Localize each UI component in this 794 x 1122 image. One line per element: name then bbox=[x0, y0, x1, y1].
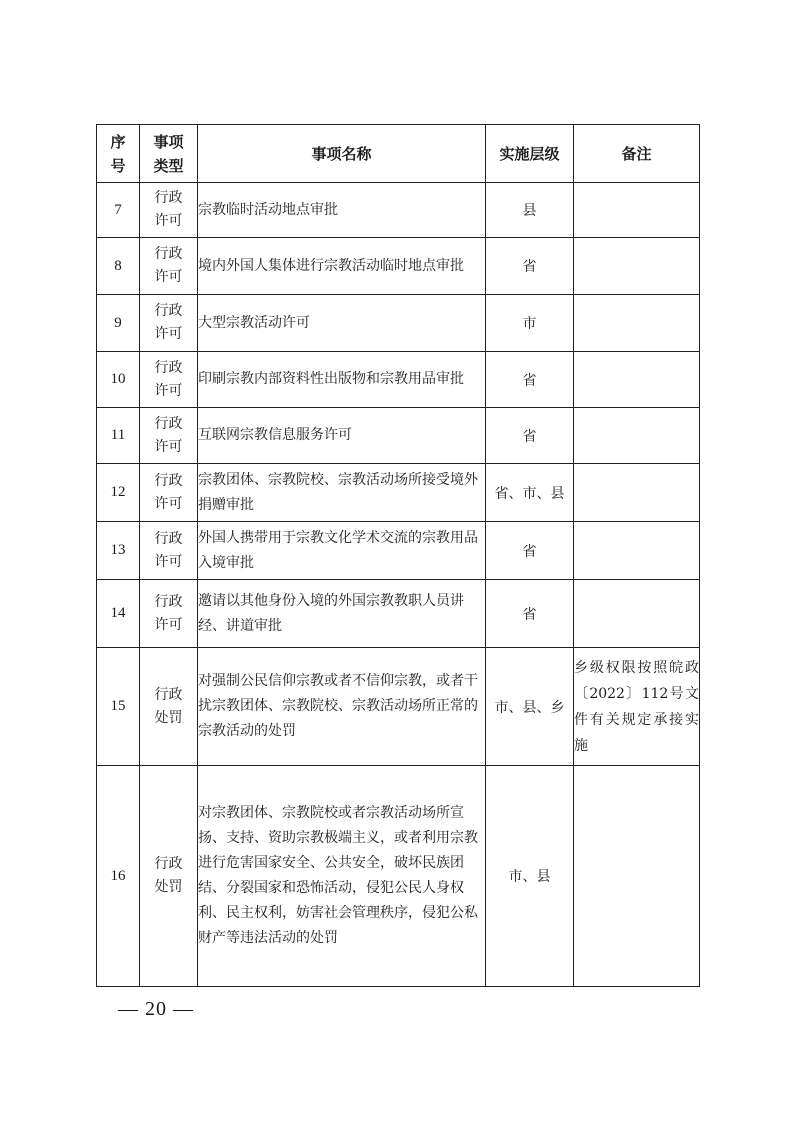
row-no: 15 bbox=[97, 648, 140, 766]
row-no: 9 bbox=[97, 295, 140, 352]
row-name: 对宗教团体、宗教院校或者宗教活动场所宣扬、支持、资助宗教极端主义，或者利用宗教进行危害国家安全、公共安全，破坏民族团结、分裂国家和恐怖活动，侵犯公民人身权利、民主权利，妨害社会管理秩序，侵犯公私财产等违法活动的处罚 bbox=[198, 766, 486, 987]
table-row bbox=[97, 766, 700, 987]
row-remark bbox=[574, 464, 700, 522]
table-row bbox=[97, 238, 700, 295]
row-level: 省 bbox=[486, 352, 574, 408]
row-remark bbox=[574, 522, 700, 580]
header-type: 事项类型 bbox=[140, 125, 198, 183]
row-level: 省 bbox=[486, 522, 574, 580]
header-level: 实施层级 bbox=[486, 125, 574, 183]
row-level: 省 bbox=[486, 580, 574, 648]
table-row bbox=[97, 352, 700, 408]
remark-text: 乡级权限按照皖政〔2022〕112号文件有关规定承接实施 bbox=[574, 659, 699, 754]
row-remark bbox=[574, 766, 700, 987]
page-number: — 20 — bbox=[118, 998, 194, 1020]
row-no: 10 bbox=[97, 352, 140, 408]
row-type: 行政许可 bbox=[140, 183, 198, 238]
table-header-row bbox=[97, 125, 700, 183]
row-no: 16 bbox=[97, 766, 140, 987]
row-remark bbox=[574, 648, 700, 766]
row-no: 8 bbox=[97, 238, 140, 295]
row-no: 11 bbox=[97, 408, 140, 464]
row-name: 对强制公民信仰宗教或者不信仰宗教，或者干扰宗教团体、宗教院校、宗教活动场所正常的宗教活动的处罚 bbox=[198, 648, 486, 766]
row-type: 行政许可 bbox=[140, 464, 198, 522]
row-type: 行政许可 bbox=[140, 352, 198, 408]
row-name: 境内外国人集体进行宗教活动临时地点审批 bbox=[198, 238, 486, 295]
row-no: 7 bbox=[97, 183, 140, 238]
row-type: 行政处罚 bbox=[140, 648, 198, 766]
row-type: 行政许可 bbox=[140, 580, 198, 648]
table-row bbox=[97, 408, 700, 464]
table-row bbox=[97, 183, 700, 238]
row-name: 大型宗教活动许可 bbox=[198, 295, 486, 352]
row-level: 市、县 bbox=[486, 766, 574, 987]
row-name: 互联网宗教信息服务许可 bbox=[198, 408, 486, 464]
row-remark bbox=[574, 352, 700, 408]
row-remark bbox=[574, 408, 700, 464]
row-level: 市、县、乡 bbox=[486, 648, 574, 766]
row-type: 行政许可 bbox=[140, 295, 198, 352]
row-type: 行政处罚 bbox=[140, 766, 198, 987]
row-name: 宗教团体、宗教院校、宗教活动场所接受境外捐赠审批 bbox=[198, 464, 486, 522]
header-name: 事项名称 bbox=[198, 125, 486, 183]
table-row bbox=[97, 648, 700, 766]
table-row bbox=[97, 295, 700, 352]
row-remark bbox=[574, 183, 700, 238]
row-name: 宗教临时活动地点审批 bbox=[198, 183, 486, 238]
header-remark: 备注 bbox=[574, 125, 700, 183]
row-type: 行政许可 bbox=[140, 408, 198, 464]
row-level: 省 bbox=[486, 238, 574, 295]
table-row bbox=[97, 522, 700, 580]
row-remark bbox=[574, 580, 700, 648]
row-type: 行政许可 bbox=[140, 522, 198, 580]
items-table bbox=[96, 124, 700, 987]
row-level: 市 bbox=[486, 295, 574, 352]
row-name: 外国人携带用于宗教文化学术交流的宗教用品入境审批 bbox=[198, 522, 486, 580]
header-no: 序号 bbox=[97, 125, 140, 183]
row-remark bbox=[574, 238, 700, 295]
row-name: 印刷宗教内部资料性出版物和宗教用品审批 bbox=[198, 352, 486, 408]
row-level: 省 bbox=[486, 408, 574, 464]
row-no: 12 bbox=[97, 464, 140, 522]
table-row bbox=[97, 580, 700, 648]
row-no: 13 bbox=[97, 522, 140, 580]
row-remark bbox=[574, 295, 700, 352]
row-level: 省、市、县 bbox=[486, 464, 574, 522]
row-type: 行政许可 bbox=[140, 238, 198, 295]
table-row bbox=[97, 464, 700, 522]
row-name: 邀请以其他身份入境的外国宗教教职人员讲经、讲道审批 bbox=[198, 580, 486, 648]
row-no: 14 bbox=[97, 580, 140, 648]
row-level: 县 bbox=[486, 183, 574, 238]
